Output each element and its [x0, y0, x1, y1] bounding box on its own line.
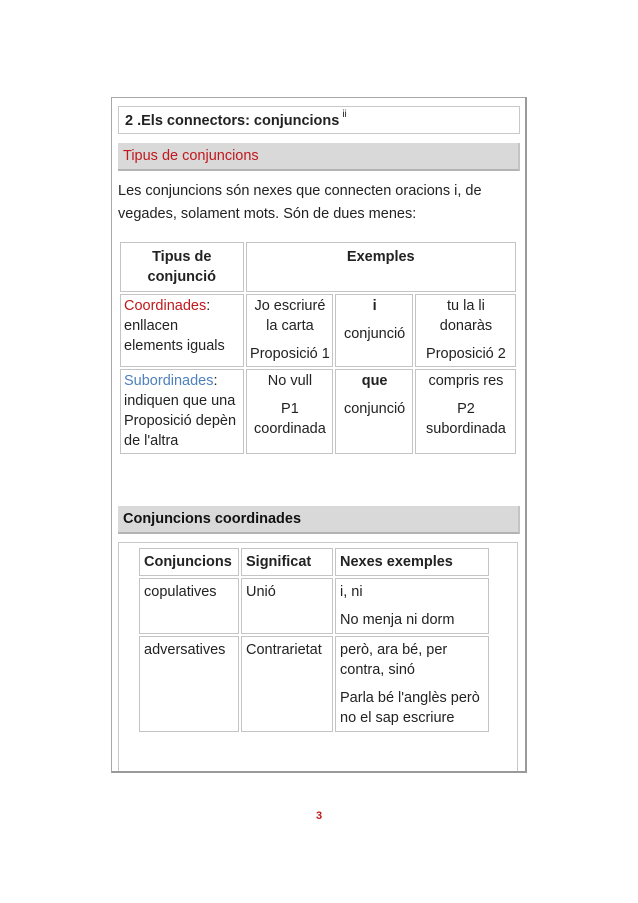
example-text: que	[361, 373, 388, 389]
type-suffix: :	[206, 298, 211, 314]
example-cell	[335, 369, 413, 454]
type-cell	[120, 369, 244, 454]
example-cell	[415, 369, 516, 454]
type-cell	[120, 294, 244, 367]
example-label: conjunció	[343, 401, 406, 417]
coordinate-table	[137, 546, 491, 734]
example-label: Proposició 2	[426, 346, 506, 362]
intro-paragraph: Les conjuncions són nexes que connecten oracions i, de vegades, solament mots. Són de dues menes:	[118, 183, 482, 222]
meaning-cell: Unió	[241, 578, 333, 634]
type-name: Coordinades	[124, 298, 207, 314]
header-type: Tipus de conjunció	[120, 242, 244, 292]
table-row	[139, 636, 489, 732]
types-table	[118, 240, 518, 456]
content-frame	[111, 97, 527, 773]
coordinate-heading: Conjuncions coordinades	[118, 506, 520, 534]
example-cell	[246, 369, 334, 454]
example-label: Proposició 1	[250, 346, 330, 362]
conjunction-cell: copulatives	[139, 578, 239, 634]
nexes-example: Parla bé l'anglès però no el sap escriure	[340, 690, 480, 726]
example-text: Jo escriuré la carta	[254, 298, 326, 334]
table-row	[139, 578, 489, 634]
coordinate-frame	[118, 542, 518, 773]
nexes-example: No menja ni dorm	[340, 612, 455, 628]
endnote-marker[interactable]: ii	[342, 109, 347, 120]
type-description: enllacen elements iguals	[124, 318, 225, 354]
header-nexes: Nexes exemples	[335, 548, 489, 576]
example-label: P1 coordinada	[254, 401, 326, 437]
example-label: P2 subordinada	[426, 401, 506, 437]
example-cell	[335, 294, 413, 367]
meaning-cell: Contrarietat	[241, 636, 333, 732]
type-suffix: :	[213, 373, 218, 389]
type-name: Subordinades	[124, 373, 214, 389]
example-text: compris res	[428, 373, 504, 389]
example-text: tu la li donaràs	[439, 298, 493, 334]
types-table-header-row	[120, 242, 516, 292]
example-text: i	[372, 298, 377, 314]
example-cell	[415, 294, 516, 367]
header-meaning: Significat	[241, 548, 333, 576]
types-heading: Tipus de conjuncions	[118, 143, 520, 171]
section-title	[118, 106, 520, 134]
conjunction-cell: adversatives	[139, 636, 239, 732]
nexes-cell	[335, 636, 489, 732]
header-examples: Exemples	[246, 242, 516, 292]
section-title-text: 2 .Els connectors: conjuncions	[125, 113, 340, 129]
example-text: No vull	[267, 373, 313, 389]
example-cell	[246, 294, 334, 367]
header-conjunctions: Conjuncions	[139, 548, 239, 576]
example-label: conjunció	[343, 326, 406, 342]
page-number: 3	[315, 810, 323, 822]
type-description: indiquen que una Proposició depèn de l'altra	[124, 393, 237, 449]
table-row	[120, 369, 516, 454]
table-row	[120, 294, 516, 367]
nexes-list: i, ni	[340, 584, 363, 600]
coordinate-header-row	[139, 548, 489, 576]
nexes-cell	[335, 578, 489, 634]
nexes-list: però, ara bé, per contra, sinó	[340, 642, 448, 678]
